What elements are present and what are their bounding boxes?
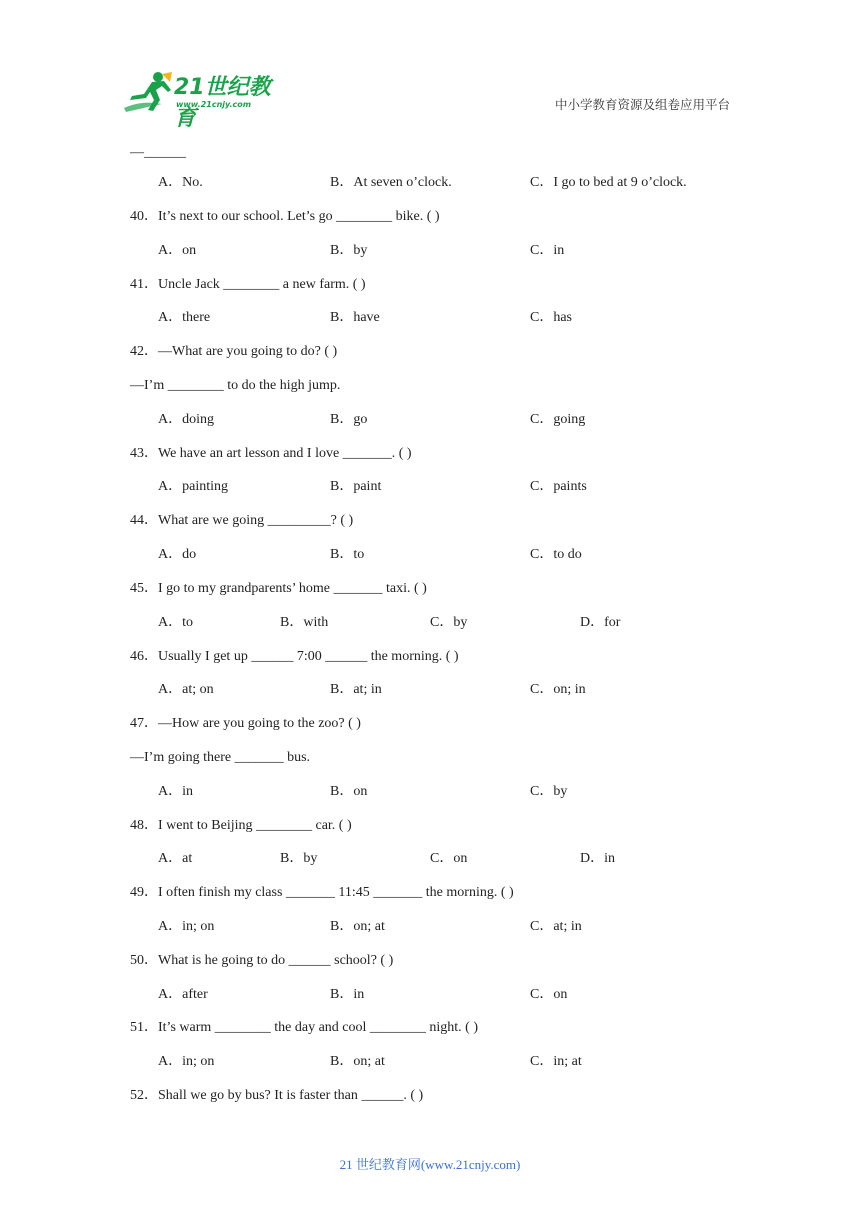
question-line: 48．I went to Beijing ________ car. ( ) [130,818,352,833]
header-platform-text: 中小学教育资源及组卷应用平台 [554,97,730,112]
question-line: 44．What are we going _________? ( ) [130,513,354,528]
answer-option: B．paint [330,479,382,494]
question-line: 50．What is he going to do ______ school? ( ) [130,953,394,968]
runner-logo-icon [122,70,174,114]
answer-option: C．on [530,987,568,1002]
answer-option: B．in [330,987,365,1002]
answer-option: B．go [330,412,368,427]
answer-option: B．at; in [330,682,382,697]
answer-option: A．after [158,987,208,1002]
answer-option: B．on; at [330,919,385,934]
answer-option: B．on [330,784,368,799]
answer-option: C．in [530,243,565,258]
answer-option: A．there [158,310,211,325]
question-line: 42．—What are you going to do? ( ) [130,344,338,359]
logo-url: www.21cnjy.com [176,100,252,109]
answer-option: D．in [580,851,615,866]
question-line: 46．Usually I get up ______ 7:00 ______ the morning. ( ) [130,649,459,664]
answer-option: B．with [280,615,329,630]
answer-option: B．by [330,243,368,258]
footer: 21 世纪教育网(www.21cnjy.com) [339,1157,521,1172]
answer-option: C．going [530,412,586,427]
answer-option: C．in; at [530,1054,582,1069]
answer-option: C．to do [530,547,582,562]
answer-option: B．At seven o’clock. [330,175,452,190]
answer-option: C．on [430,851,468,866]
answer-option: A．doing [158,412,214,427]
answer-option: B．to [330,547,365,562]
answer-option: C．has [530,310,572,325]
question-line: 47．—How are you going to the zoo? ( ) [130,716,361,731]
answer-option: A．at [158,851,193,866]
answer-option: C．I go to bed at 9 o’clock. [530,175,687,190]
question-line: 45．I go to my grandparents’ home _______ taxi. ( ) [130,581,427,596]
answer-option: C．paints [530,479,587,494]
answer-option: C．by [430,615,468,630]
question-line: 43．We have an art lesson and I love _______. ( ) [130,446,412,461]
logo-text: 21世纪教育 [174,75,271,131]
question-line: 40．It’s next to our school. Let’s go ________ bike. ( ) [130,209,440,224]
answer-option: A．do [158,547,197,562]
answer-option: A．No. [158,175,203,190]
answer-option: C．on; in [530,682,586,697]
logo [122,70,292,131]
page-header [0,0,860,130]
question-line: 41．Uncle Jack ________ a new farm. ( ) [130,277,366,292]
answer-option: A．in; on [158,919,215,934]
answer-option: B．on; at [330,1054,385,1069]
answer-option: A．in [158,784,193,799]
question-line: 51．It’s warm ________ the day and cool ________ night. ( ) [130,1020,479,1035]
answer-option: A．to [158,615,193,630]
answer-option: A．in; on [158,1054,215,1069]
question-line: —______ [130,145,186,160]
question-line: 49．I often finish my class _______ 11:45 _______ the morning. ( ) [130,885,514,900]
answer-option: C．at; in [530,919,582,934]
answer-option: A．on [158,243,197,258]
answer-option: A．at; on [158,682,214,697]
answer-option: B．have [330,310,380,325]
answer-option: C．by [530,784,568,799]
question-line: —I’m going there _______ bus. [130,750,311,765]
question-line: —I’m ________ to do the high jump. [130,378,341,393]
answer-option: B．by [280,851,318,866]
answer-option: A．painting [158,479,228,494]
question-line: 52．Shall we go by bus? It is faster than ______. ( ) [130,1088,424,1103]
answer-option: D．for [580,615,621,630]
